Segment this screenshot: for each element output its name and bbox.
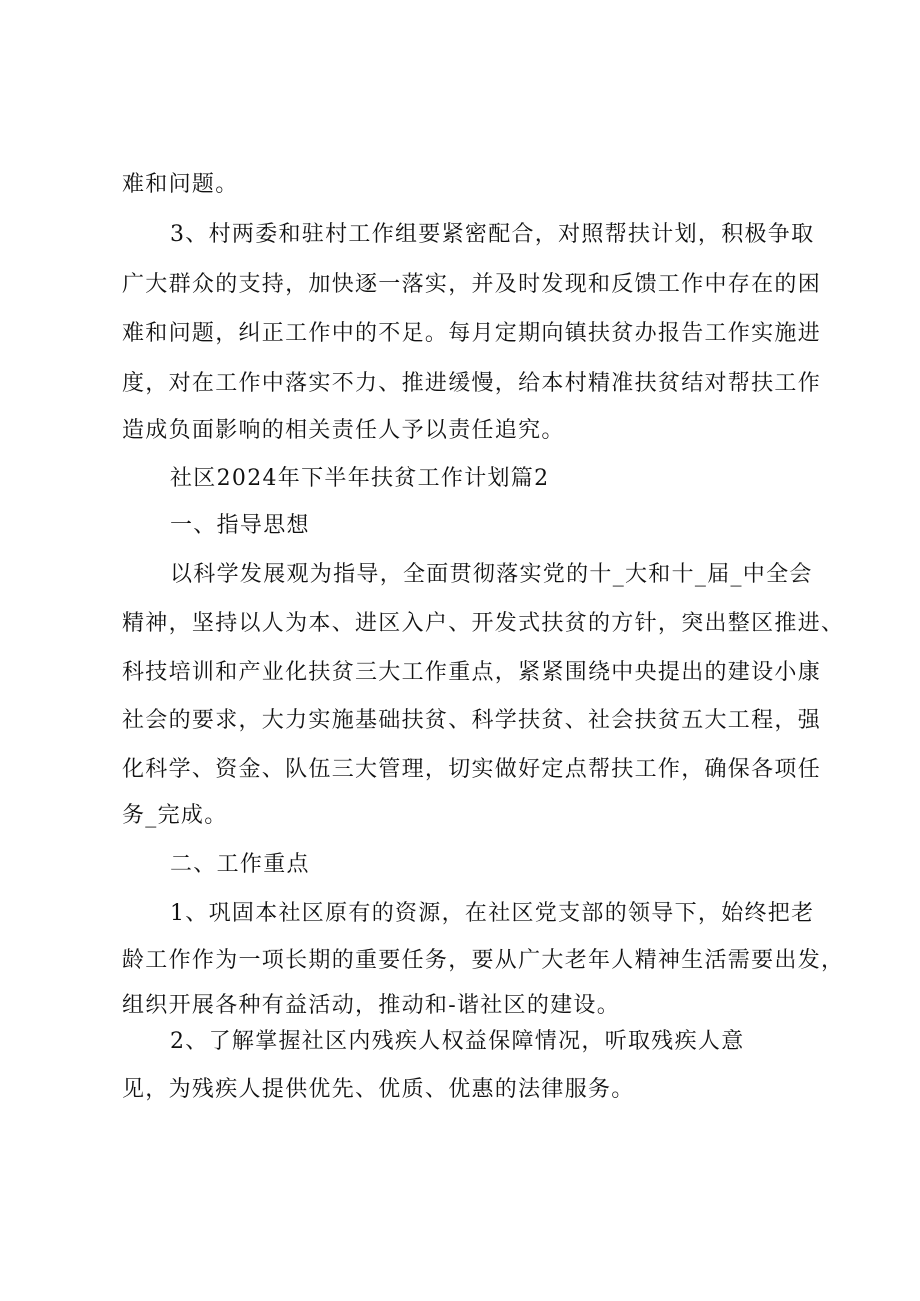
text-line: 科技培训和产业化扶贫三大工作重点，紧紧围绕中央提出的建设小康 — [122, 660, 822, 685]
text-line: 难和问题。 — [122, 172, 239, 197]
text-line: 见，为残疾人提供优先、优质、优惠的法律服务。 — [122, 1077, 635, 1102]
heading-work-focus: 二、工作重点 — [170, 852, 310, 877]
text-line: 龄工作作为一项长期的重要任务，要从广大老年人精神生活需要出发， — [122, 948, 845, 973]
heading-guiding-ideology: 一、指导思想 — [170, 513, 310, 538]
text-line: 3、村两委和驻村工作组要紧密配合，对照帮扶计划，积极争取 — [170, 222, 815, 247]
text-line: 难和问题，纠正工作中的不足。每月定期向镇扶贫办报告工作实施进 — [122, 321, 822, 346]
text-line: 务_完成。 — [122, 803, 228, 828]
text-line: 造成负面影响的相关责任人予以责任追究。 — [122, 418, 565, 443]
text-line: 社会的要求，大力实施基础扶贫、科学扶贫、社会扶贫五大工程，强 — [122, 708, 822, 733]
text-line: 组织开展各种有益活动，推动和-谐社区的建设。 — [122, 993, 621, 1018]
text-line: 度，对在工作中落实不力、推进缓慢，给本村精准扶贫结对帮扶工作 — [122, 371, 822, 396]
text-line: 以科学发展观为指导，全面贯彻落实党的十_大和十_届_中全会 — [170, 562, 813, 587]
section-title: 社区2024年下半年扶贫工作计划篇2 — [170, 466, 550, 491]
text-line: 化科学、资金、队伍三大管理，切实做好定点帮扶工作，确保各项任 — [122, 757, 822, 782]
text-line: 精神，坚持以人为本、进区入户、开发式扶贫的方针，突出整区推进、 — [122, 611, 845, 636]
text-line: 2、了解掌握社区内残疾人权益保障情况，听取残疾人意 — [170, 1029, 745, 1054]
text-line: 广大群众的支持，加快逐一落实，并及时发现和反馈工作中存在的困 — [122, 272, 822, 297]
text-line: 1、巩固本社区原有的资源，在社区党支部的领导下，始终把老 — [170, 901, 815, 926]
